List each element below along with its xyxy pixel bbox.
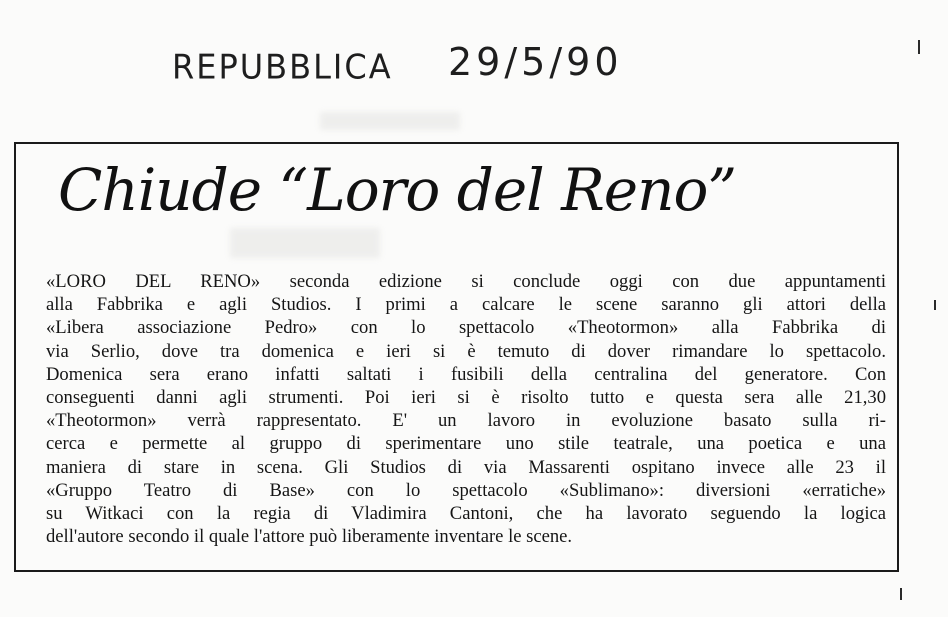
handwritten-date-note: 29/5/90 (448, 40, 623, 84)
article-body-line: via Serlio, dove tra domenica e ieri si è temuto di dover rimandare lo spettacolo. (46, 340, 886, 362)
article-body-line: maniera di stare in scena. Gli Studios di via Massarenti ospitano invece alle 23 il (46, 456, 886, 478)
article-body-line: «Theotormon» verrà rappresentato. E' un lavoro in evoluzione basato sulla ri- (46, 410, 886, 432)
handwritten-source-note: REPUBBLICA (172, 47, 393, 87)
article-body-line: alla Fabbrika e agli Studios. I primi a calcare le scene saranno gli attori della (46, 294, 886, 316)
article-body-line: «LORO DEL RENO» seconda edizione si conclude oggi con due appuntamenti (46, 271, 886, 292)
article-body-line: «Gruppo Teatro di Base» con lo spettacolo «Sublimano»: diversioni «erratiche» (46, 479, 886, 501)
article-body-line: dell'autore secondo il quale l'attore può liberamente inventare le scene. (46, 526, 573, 548)
scan-edge-mark (934, 300, 936, 310)
scan-smudge (320, 112, 460, 130)
article-body-line: su Witkaci con la regia di Vladimira Cantoni, che ha lavorato seguendo la logica (46, 503, 886, 525)
article-body-line: «Libera associazione Pedro» con lo spettacolo «Theotormon» alla Fabbrika di (46, 317, 886, 339)
scan-edge-mark (918, 40, 920, 54)
article-body-line: cerca e permette al gruppo di sperimentare uno stile teatrale, una poetica e una (46, 433, 886, 455)
article-body-line: Domenica sera erano infatti saltati i fusibili della centralina del generatore. Con (46, 363, 886, 385)
article-body (46, 270, 886, 548)
article-body-line: conseguenti danni agli strumenti. Poi ieri si è risolto tutto e questa sera alle 21,30 (46, 387, 886, 409)
scan-edge-mark (900, 588, 902, 600)
article-headline: Chiude “Loro del Reno” (58, 156, 737, 224)
